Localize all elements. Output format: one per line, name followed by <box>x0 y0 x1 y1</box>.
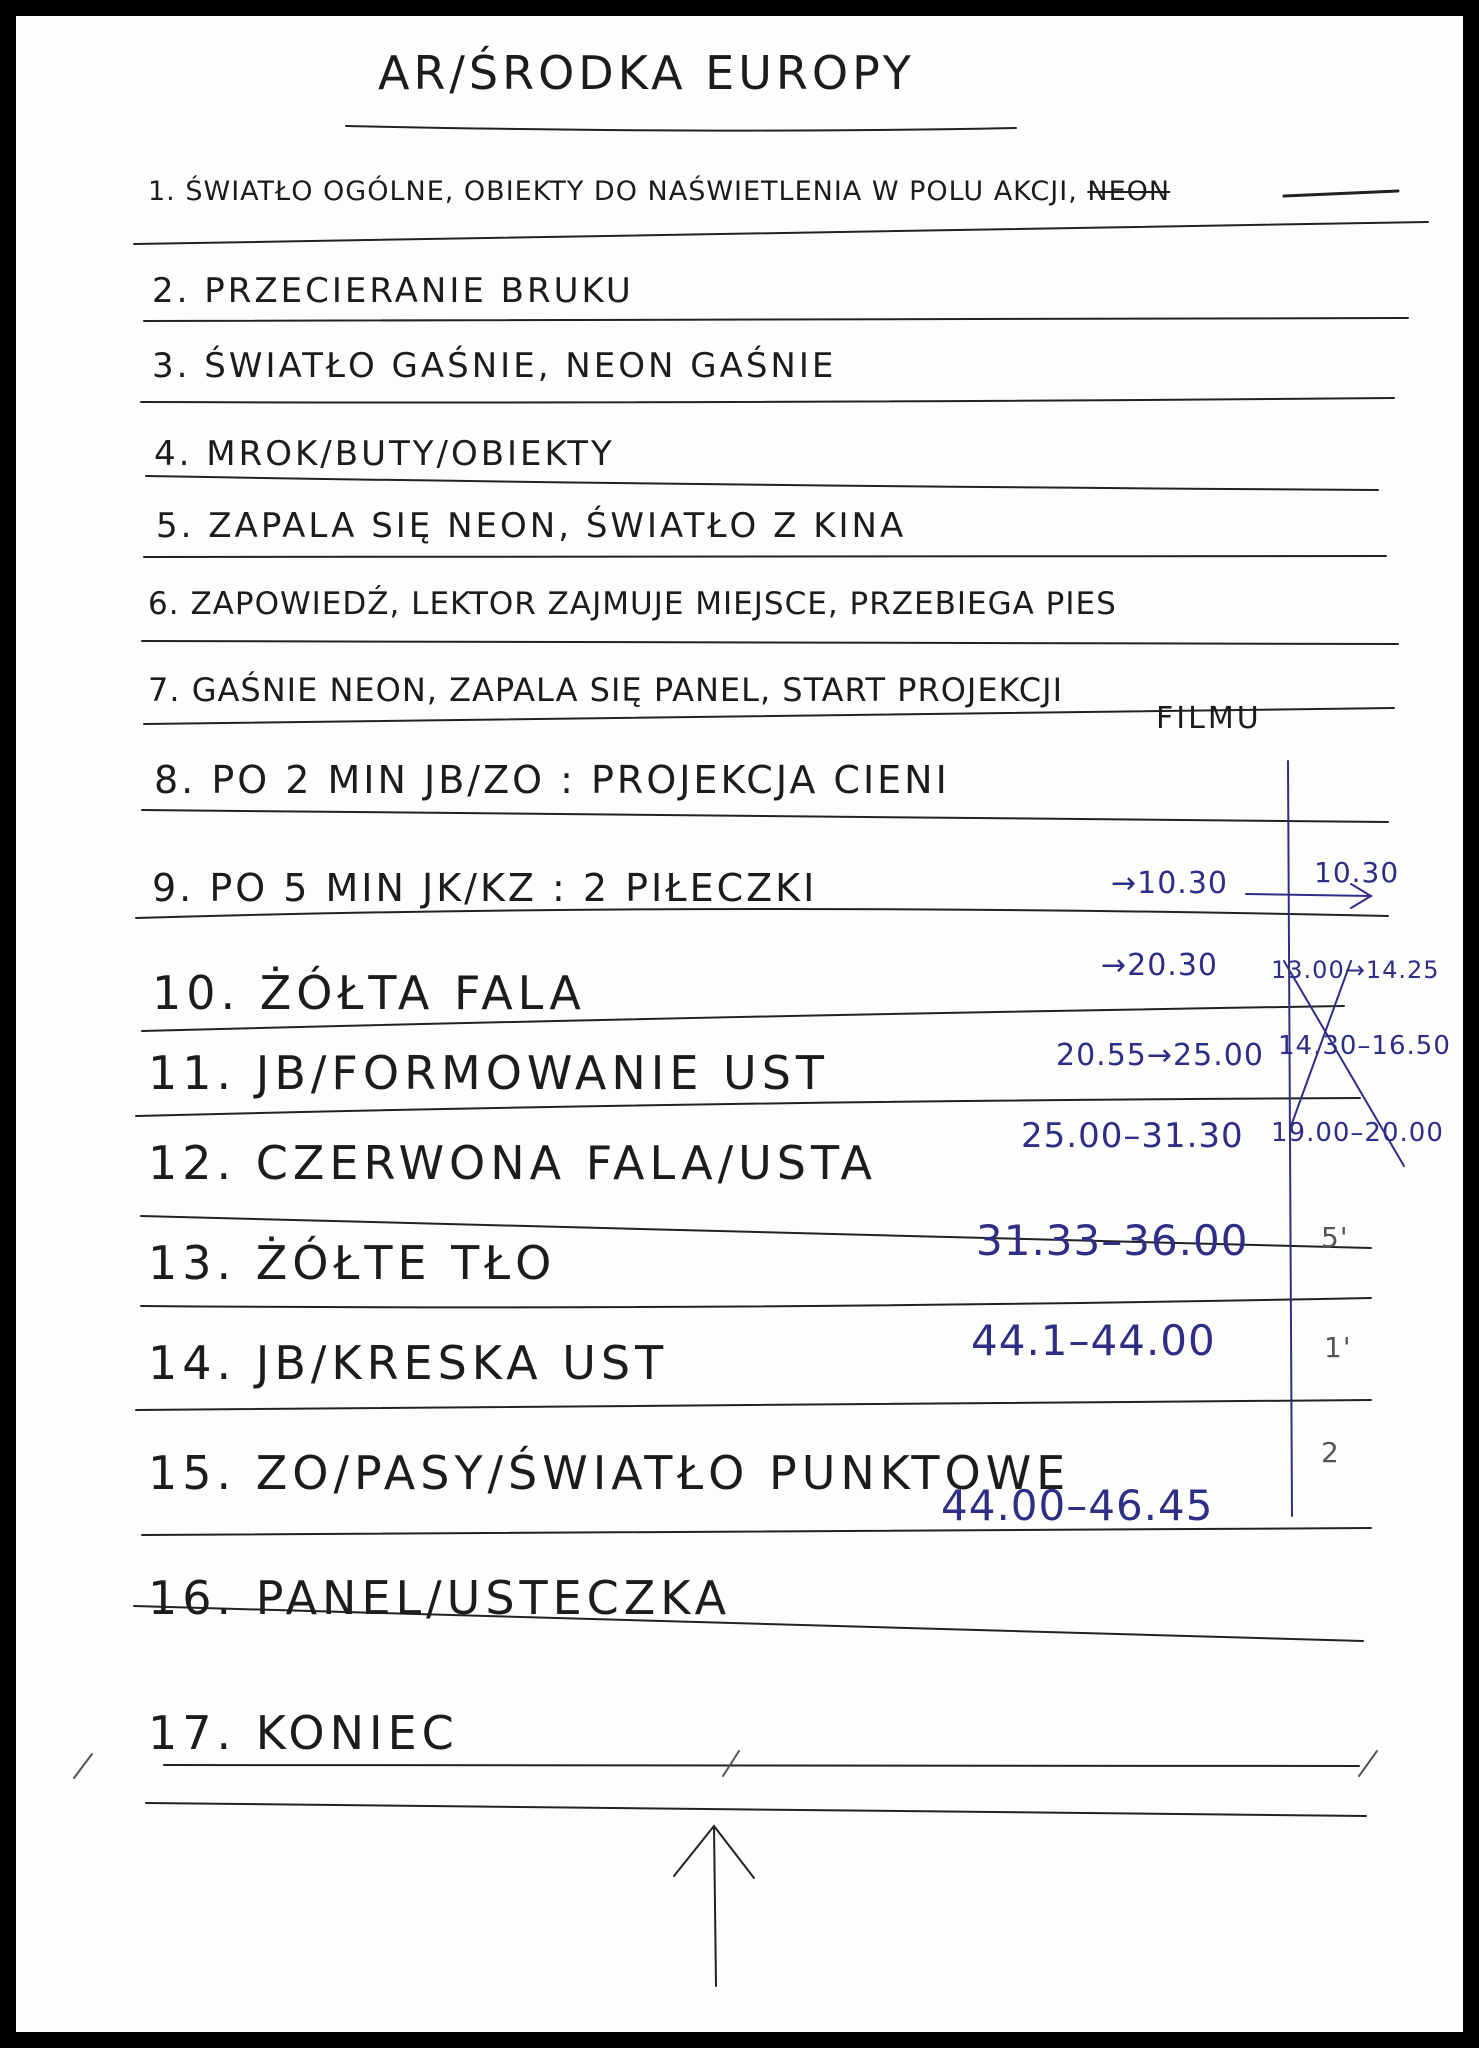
time-note-9a: →10.30 <box>1111 866 1229 901</box>
item-number: 13. <box>148 1236 237 1290</box>
list-item-6 <box>148 586 1117 622</box>
list-item-17 <box>148 1706 459 1760</box>
item-number: 12. <box>148 1136 237 1190</box>
separator-5 <box>144 556 1386 557</box>
item-number: 3. <box>152 346 191 386</box>
page-title: AR/ŚRODKA EUROPY <box>378 46 915 100</box>
item-text: ŻÓŁTA FALA <box>259 966 586 1020</box>
list-item-1 <box>148 176 1170 207</box>
item-text: PRZECIERANIE BRUKU <box>204 271 634 311</box>
separator-9 <box>136 909 1388 918</box>
item-text: ŻÓŁTE TŁO <box>255 1236 557 1290</box>
separator-18 <box>146 1803 1366 1816</box>
time-note-12b: 19.00–20.00 <box>1271 1118 1444 1148</box>
item-number: 9. <box>152 866 195 910</box>
item-number: 10. <box>152 966 241 1020</box>
item-text: ZAPOWIEDŹ, LEKTOR ZAJMUJE MIEJSCE, PRZEBIEGA PIES <box>190 586 1117 622</box>
time-note-9b: 10.30 <box>1314 856 1400 889</box>
item-number: 8. <box>154 758 197 802</box>
separator-13 <box>141 1298 1371 1307</box>
time-note-14: 44.1–44.00 <box>971 1316 1216 1365</box>
list-item-2 <box>152 271 634 311</box>
item-number: 16. <box>148 1571 237 1625</box>
item-number: 17. <box>148 1706 237 1760</box>
separator-14 <box>136 1400 1371 1410</box>
list-item-11 <box>148 1046 829 1100</box>
time-note-11a: 20.55→25.00 <box>1056 1038 1264 1073</box>
separator-4 <box>146 476 1378 490</box>
neon-strike <box>1284 191 1398 196</box>
item-number: 5. <box>156 506 195 546</box>
item-text: PANEL/USTECZKA <box>255 1571 732 1625</box>
item-text: ZO/PASY/ŚWIATŁO PUNKTOWE <box>255 1446 1071 1500</box>
list-item-5 <box>156 506 906 546</box>
duration-note-13: 5' <box>1321 1221 1349 1254</box>
list-item-10 <box>152 966 586 1020</box>
separator-17 <box>164 1765 1359 1766</box>
item-text: KONIEC <box>255 1706 459 1760</box>
separator-3 <box>141 398 1394 403</box>
item-number: 15. <box>148 1446 237 1500</box>
list-item-13 <box>148 1236 556 1290</box>
time-note-13: 31.33–36.00 <box>976 1216 1249 1265</box>
item-number: 2. <box>152 271 191 311</box>
time-note-10b: 13.00→14.25 <box>1271 956 1440 984</box>
list-item-4 <box>154 434 615 474</box>
item-text: GAŚNIE NEON, ZAPALA SIĘ PANEL, START PROJEKCJI <box>191 671 1063 709</box>
item-number: 1. <box>148 176 176 207</box>
time-note-11b: 14.30–16.50 <box>1278 1031 1451 1061</box>
list-item-16 <box>148 1571 731 1625</box>
list-item-14 <box>148 1336 668 1390</box>
item-text: PO 5 MIN JK/KZ : 2 PIŁECZKI <box>209 866 818 910</box>
item-text: JB/FORMOWANIE UST <box>255 1046 829 1100</box>
list-item-8 <box>154 758 950 802</box>
struck-text: NEON <box>1087 176 1171 207</box>
separator-1 <box>134 222 1428 244</box>
row9-arrow <box>1246 894 1371 896</box>
item-number: 7. <box>148 671 181 709</box>
separator-2 <box>144 318 1408 321</box>
separator-11 <box>136 1098 1360 1116</box>
duration-note-15: 2 <box>1321 1436 1340 1469</box>
item-text: ŚWIATŁO GAŚNIE, NEON GAŚNIE <box>204 346 837 386</box>
list-item-12 <box>148 1136 877 1190</box>
separator-8 <box>142 810 1388 822</box>
item-text: PO 2 MIN JB/ZO : PROJEKCJA CIENI <box>211 758 950 802</box>
list-item-15 <box>148 1446 1070 1500</box>
pencil-mark-right <box>1359 1751 1377 1776</box>
item-text: CZERWONA FALA/USTA <box>255 1136 877 1190</box>
list-item-9 <box>152 866 817 910</box>
title-underline <box>346 126 1016 131</box>
time-note-15: 44.00–46.45 <box>941 1481 1214 1530</box>
time-note-10a: →20.30 <box>1101 948 1219 983</box>
item-text: JB/KRESKA UST <box>255 1336 669 1390</box>
pencil-mark-left <box>74 1754 92 1778</box>
item-text: ŚWIATŁO OGÓLNE, OBIEKTY DO NAŚWIETLENIA W POLU AKCJI, <box>185 176 1078 207</box>
arrow-shaft <box>714 1826 716 1986</box>
item-text: MROK/BUTY/OBIEKTY <box>206 434 615 474</box>
item-number: 14. <box>148 1336 237 1390</box>
item-number: 11. <box>148 1046 237 1100</box>
separator-6 <box>142 641 1398 644</box>
pencil-mark-center <box>723 1751 739 1776</box>
item-number: 4. <box>154 434 193 474</box>
list-item-7-continuation: FILMU <box>1156 701 1262 736</box>
list-item-3 <box>152 346 836 386</box>
item-text: ZAPALA SIĘ NEON, ŚWIATŁO Z KINA <box>208 506 907 546</box>
list-item-7 <box>148 671 1063 709</box>
item-number: 6. <box>148 586 180 622</box>
manuscript-sheet <box>16 16 1463 2032</box>
time-note-12a: 25.00–31.30 <box>1021 1116 1244 1156</box>
duration-note-14: 1' <box>1324 1331 1352 1364</box>
